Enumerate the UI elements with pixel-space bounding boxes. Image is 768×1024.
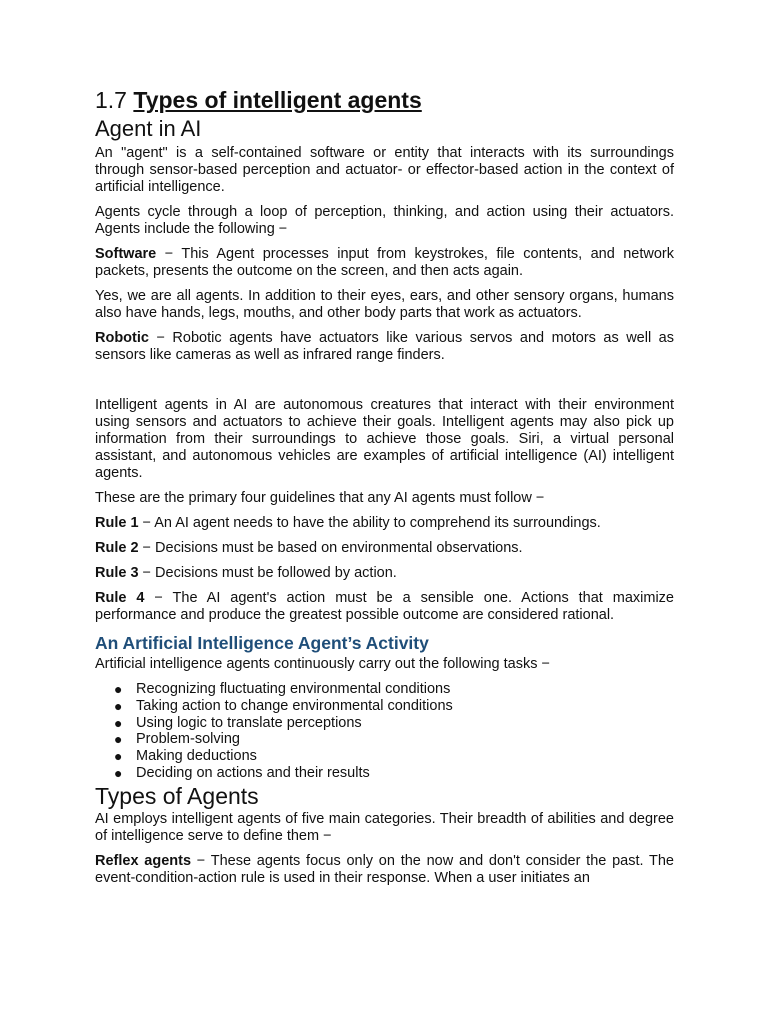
bullet-icon: ● [114,697,123,714]
section-number: 1.7 [95,87,127,113]
bullet-icon: ● [114,731,123,748]
rule-paragraph [95,540,674,557]
types-intro-paragraph: AI employs intelligent agents of five main categories. Their breadth of abilities and degree of intelligence serve to define them − [95,810,674,844]
task-text: Taking action to change environmental conditions [136,697,453,714]
task-text: Making deductions [136,748,257,765]
section-title: Types of intelligent agents [133,87,422,113]
list-item [114,764,674,782]
rule-label: Rule 3 [95,565,139,581]
activity-heading: An Artificial Intelligence Agent’s Activity [95,633,429,653]
rule-paragraph [95,565,674,582]
rules-intro-paragraph: These are the primary four guidelines that any AI agents must follow − [95,490,545,506]
task-text: Problem-solving [136,731,240,748]
document-page [95,84,674,895]
rule-paragraph [95,515,674,532]
rule-label: Rule 2 [95,540,139,556]
reflex-label: Reflex agents [95,852,192,869]
robotic-paragraph [95,330,674,364]
list-item [114,748,674,765]
agent-cycle-paragraph: Agents cycle through a loop of perception, thinking, and action using their actuators. Agents include the following − [95,204,674,237]
rule-text: − Decisions must be based on environmental observations. [138,540,523,556]
agent-definition-paragraph: An "agent" is a self-contained software or entity that interacts with its surroundings through sensor-based perception and actuator- or effector-based action in the context of artificial intelligence. [95,145,674,195]
task-text: Recognizing fluctuating environmental conditions [136,681,451,697]
task-text: Deciding on actions and their results [136,764,370,781]
reflex-text: − These agents focus only on the now and don't consider the past. The event-condition-action rule is used in their response. When a user initiates an [95,852,674,886]
bullet-icon: ● [114,748,123,765]
agent-in-ai-heading: Agent in AI [95,116,202,141]
section-heading [95,84,674,116]
spacer [95,372,674,397]
robotic-label: Robotic [95,330,149,346]
rule-label: Rule 4 [95,590,145,606]
bullet-icon: ● [114,681,123,697]
rule-text: − Decisions must be followed by action. [138,565,397,581]
rule-text: − The AI agent's action must be a sensible one. Actions that maximize performance and produce the greatest possible outcome are considered rational. [95,590,674,623]
rule-paragraph [95,590,674,624]
software-text: − This Agent processes input from keystrokes, file contents, and network packets, presents the outcome on the screen, and then acts again. [95,246,674,279]
rule-text: − An AI agent needs to have the ability to comprehend its surroundings. [138,515,601,531]
activity-intro-paragraph: Artificial intelligence agents continuously carry out the following tasks − [95,656,550,672]
robotic-text: − Robotic agents have actuators like various servos and motors as well as sensors like cameras as well as infrared range finders. [95,330,674,363]
list-item [114,731,674,748]
task-list [95,681,674,782]
reflex-paragraph [95,853,674,887]
list-item [114,714,674,732]
bullet-icon: ● [114,764,123,781]
humans-paragraph: Yes, we are all agents. In addition to their eyes, ears, and other sensory organs, humans also have hands, legs, mouths, and other body parts that work as actuators. [95,288,674,321]
types-heading: Types of Agents [95,782,259,809]
task-text: Using logic to translate perceptions [136,714,362,731]
bullet-icon: ● [114,714,123,731]
intelligent-agents-paragraph: Intelligent agents in AI are autonomous creatures that interact with their environment using sensors and actuators to achieve their goals. Intelligent agents may also pick up information from their surroundings to achieve those goals. Siri, a virtual personal assistant, and autonomous vehicles are examples of artificial intelligence (AI) intelligent agents. [95,397,674,481]
list-item [114,681,674,698]
rule-label: Rule 1 [95,515,139,531]
software-paragraph [95,246,674,280]
list-item [114,697,674,715]
software-label: Software [95,246,157,262]
